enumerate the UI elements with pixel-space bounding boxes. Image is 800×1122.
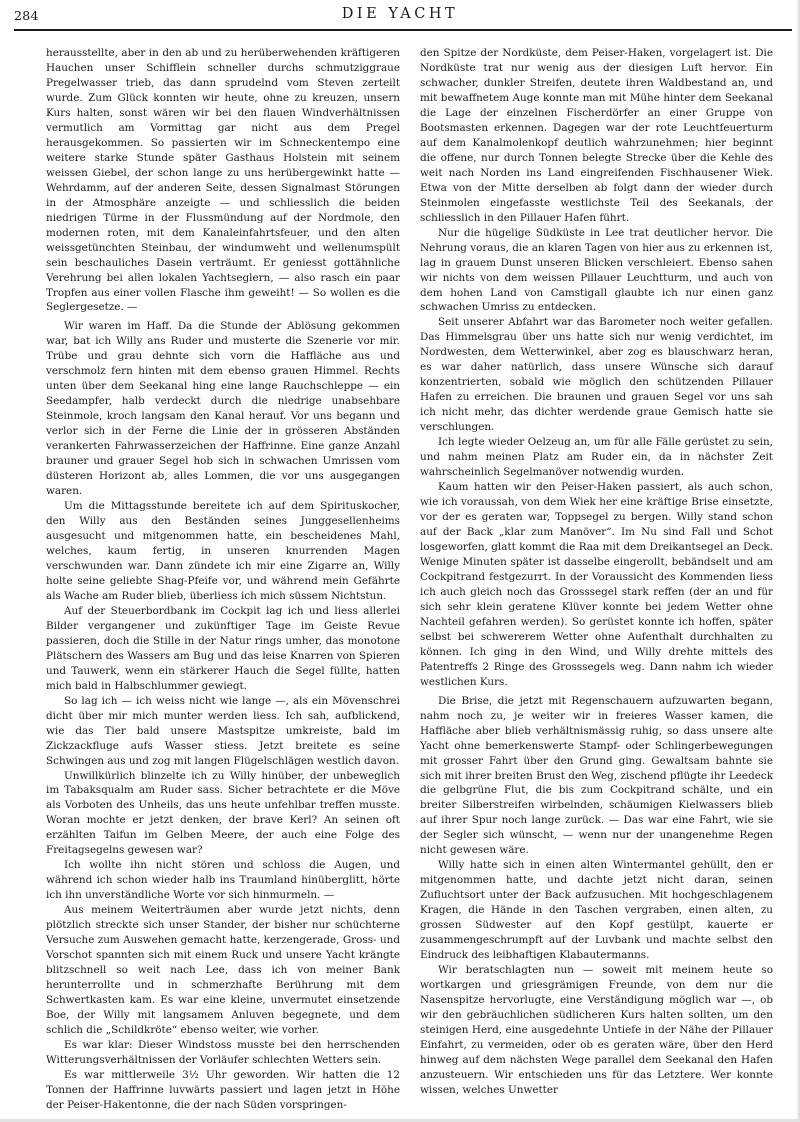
paragraph: Wir beratschlagten nun — soweit mit meinem heute so wortkargen und griesgrämigen Freunde, von dem nur die Nasenspitze hervorlugte, eine Verständigung möglich war —, ob wir den gebräuchlichen südlicheren Kurs halten sollten, um den steinigen Herd, eine ausgedehnte Untiefe in der Nähe der Pillauer Einfahrt, zu vermeiden, oder ob es geraten wäre, über den Herd hinweg auf dem nächsten Wege parallel dem Seekanal den Hafen anzusteuern. Wir entschieden uns für das Letztere. Wer konnte wissen, welches Unwetter [420, 964, 773, 1096]
paragraph: den Spitze der Nordküste, dem Peiser-Haken, vorgelagert ist. Die Nordküste trat nur wenig aus der diesigen Luft hervor. Ein schwacher, dunkler Streifen, deutete ihren Waldbestand an, und mit bewaffnetem Auge konnte man mit Mühe hinter dem Seekanal die Lage der einzelnen Fischerdörfer an einer Gruppe von Bootsmasten erkennen. Dagegen war der rote Leuchtfeuerturm auf dem Kanalmolenkopf deutlich wahrzunehmen; hier beginnt die offene, nur durch Tonnen belegte Strecke über die Kehle des weit nach Norden ins Land eingreifenden Fischhausener Wiek. Etwa von der Mitte derselben ab folgt dann der wieder durch Steinmolen eingefasste westlichste Teil des Seekanals, der schliesslich in den Pillauer Hafen führt. [420, 47, 773, 224]
paragraph: Nur die hügelige Südküste in Lee trat deutlicher hervor. Die Nehrung voraus, die an klaren Tagen von hier aus zu erkennen ist, lag in grauem Dunst unseren Blicken verschleiert. Ebenso sahen wir nichts von dem weissen Pillauer Leuchtturm, und auch von dem hohen Land von Camstigall glaubte ich nur einen ganz schwachen Umriss zu entdecken. [420, 226, 773, 314]
paragraph: Aus meinem Weiterträumen aber wurde jetzt nichts, denn plötzlich streckte sich unser Stander, der bisher nur schüchterne Versuche zum Auswehen gemacht hatte, kerzengerade, Gross- und Vorschot spannten sich mit einem Ruck und unsere Yacht krängte blitzschnell so weit nach Lee, dass ich von meiner Bank herunterrollte und in schmerzhafte Berührung mit dem Schwertkasten kam. Es war eine kleine, unvermutet einsetzende Boe, der Willy mit langsamem Anluven begegnete, und dem schlich die „Schildkröte“ ebenso weiter, wie vorher. [46, 904, 400, 1036]
paragraph: Die Brise, die jetzt mit Regenschauern aufzuwarten begann, nahm noch zu, je weiter wir in freieres Wasser kamen, die Haffläche aber blieb verhältnismässig ruhig, so dass unsere alte Yacht ohne bemerkenswerte Stampf- oder Schlingerbewegungen mit grosser Fahrt über den Grund ging. Gewaltsam bahnte sie sich mit ihrer breiten Brust den Weg, zischend pflügte ihr Leedeck die gelbgrüne Flut, die bis zum Cockpitrand schälte, und ein breiter Silberstreifen wirbelnden, schäumigen Kielwassers blieb auf ihrer Spur noch lange zurück. — Das war eine Fahrt, wie sie der Segler sich wünscht, — wenn nur der unangenehme Regen nicht gewesen wäre. [420, 694, 773, 857]
paragraph: Kaum hatten wir den Peiser-Haken passiert, als auch schon, wie ich voraussah, von dem Wiek her eine kräftige Brise einsetzte, vor der es geraten war, Toppsegel zu bergen. Willy stand schon auf der Back „klar zum Manöver“. Im Nu sind Fall und Schot losgeworfen, glatt kommt die Raa mit dem Dreikantsegel an Deck. Wenige Minuten später ist dasselbe eingerollt, bebändselt und am Cockpitrand festgezurrt. In der Voraussicht des Kommenden liess ich auch gleich noch das Grosssegel stark reffen (der an und für sich sehr klein geratene Klüver konnte bei jedem Wetter ohne Nachteil gefahren werden). So gerüstet konnte ich hoffen, später selbst bei schwererem Wetter ohne Aufenthalt durchhalten zu können. Ich ging in den Wind, und Willy drehte mittels des Patentreffs 2 Ringe des Grosssegels weg. Dann nahm ich wieder westlichen Kurs. [420, 481, 773, 688]
paragraph: Willy hatte sich in einen alten Wintermantel gehüllt, den er mitgenommen hatte, und dachte jetzt nicht daran, seinen Zufluchtsort unter der Back aufzusuchen. Mit hochgeschlagenem Kragen, die Hände in den Taschen vergraben, einen alten, zu grossen Südwester auf den Kopf gestülpt, kauerte er zusammengeschrumpft auf der Luvbank und machte selbst den Eindruck des leibhaftigen Klabautermanns. [420, 859, 773, 962]
journal-title: DIE YACHT [341, 6, 459, 22]
paragraph: Ich wollte ihn nicht stören und schloss die Augen, und während ich schon wieder halb ins Traumland hinüberglitt, hörte ich ihn unverständliche Worte vor sich hinmurmeln. — [46, 859, 400, 902]
paragraph: Unwillkürlich blinzelte ich zu Willy hinüber, der unbeweglich im Tabaksqualm am Ruder sass. Sicher betrachtete er die Möve als Vorboten des Unheils, das uns heute unfehlbar treffen musste. Woran mochte er jetzt denken, der brave Kerl? An seinen oft erzählten Taifun im Gelben Meere, der auch eine Folge des Freitagsegelns gewesen war? [46, 769, 400, 857]
paragraph: Es war mittlerweile 3½ Uhr geworden. Wir hatten die 12 Tonnen der Haffrinne luvwärts passiert und lagen jetzt in Höhe der Peiser-Hakentonne, die der nach Süden vorspringen- [46, 1068, 400, 1111]
paragraph: herausstellte, aber in den ab und zu herüberwehenden kräftigeren Hauchen unser Schifflein schneller durchs schmutziggraue Pregelwasser trieb, das dann sprudelnd vom Steven zerteilt wurde. Zum Glück konnten wir heute, ohne zu kreuzen, unsern Kurs halten, sonst wären wir bei den flauen Windverhältnissen vermutlich am Vormittag gar nicht aus dem Pregel herausgekommen. So passierten wir im Schneckentempo eine weitere starke Stunde später Gasthaus Holstein mit seinem weissen Giebel, der schon lange zu uns herübergewinkt hatte — Wehrdamm, auf der anderen Seite, dessen Signalmast Störungen in der Atmosphäre anzeigte — und schliesslich die beiden niedrigen Türme in der Flussmündung auf der Nordmole, den modernen roten, mit dem Kanaleinfahrtsfeuer, und den alten weissgetünchten Steinbau, der windumweht und wellenumspült sein beschauliches Dasein verträumt. Er geniesst gottähnliche Verehrung bei allen lokalen Yachtseglern, — also rasch ein paar Tropfen aus einer vollen Flasche ihm geweiht! — So wollen es die Seglergesetze. — [46, 47, 400, 314]
left-column [46, 46, 400, 1113]
paragraph: Um die Mittagsstunde bereitete ich auf dem Spirituskocher, den Willy aus den Beständen seines Junggesellenheims ausgesucht und mitgenommen hatte, ein bescheidenes Mahl, welches, kaum fertig, in unseren knurrenden Magen verschwunden war. Dann zündete ich mir eine Zigarre an, Willy holte seine geliebte Shag-Pfeife vor, und während mein Gefährte als Wache am Ruder blieb, überliess ich mich süssem Nichtstun. [46, 500, 400, 602]
paragraph: Es war klar: Dieser Windstoss musste bei den herrschenden Witterungsverhältnissen der Vorläufer schlechten Wetters sein. [46, 1038, 400, 1066]
paragraph: Ich legte wieder Oelzeug an, um für alle Fälle gerüstet zu sein, und nahm meinen Platz am Ruder ein, da in nächster Zeit wahrscheinlich Segelmanöver notwendig wurden. [420, 436, 773, 479]
page-number: 284 [14, 8, 39, 23]
right-column [420, 46, 773, 1098]
paragraph: Auf der Steuerbordbank im Cockpit lag ich und liess allerlei Bilder vergangener und zukünftiger Tage im Geiste Revue passieren, doch die Stille in der Natur rings umher, das monotone Plätschern des Wassers am Bug und das leise Knarren von Spieren und Tauwerk, wenn ein stärkerer Hauch die Segel füllte, hatten mich bald in Halbschlummer gewiegt. [46, 604, 400, 692]
page-edge-shadow [796, 0, 800, 1122]
header-rule [14, 29, 792, 31]
paragraph: Wir waren im Haff. Da die Stunde der Ablösung gekommen war, bat ich Willy ans Ruder und musterte die Szenerie vor mir. Trübe und grau dehnte sich vorn die Haffläche aus und verschmolz fern hinten mit dem ebenso grauen Himmel. Rechts unten über dem Seekanal hing eine lange Rauchschleppe — ein Seedampfer, halb verdeckt durch die niedrige unabsehbare Steinmole, kroch langsam den Kanal herauf. Vor uns begann und verlor sich in der Ferne die Linie der in grösseren Abständen verankerten Fahrwasserzeichen der Haffrinne. Eine ganze Anzahl brauner und grauer Segel hob sich in schwachen Umrissen vom düsteren Horizont ab, alles Lommen, die vor uns ausgegangen waren. [46, 320, 400, 498]
paragraph: So lag ich — ich weiss nicht wie lange —, als ein Mövenschrei dicht über mir mich munter werden liess. Ich sah, aufblickend, wie das Tier bald unsere Mastspitze umkreiste, bald im Zickzackfluge aufs Wasser stiess. Jetzt breitete es seine Schwingen aus und zog mit langen Flügelschlägen westlich davon. [46, 694, 400, 767]
paragraph: Seit unserer Abfahrt war das Barometer noch weiter gefallen. Das Himmelsgrau über uns hatte sich nur wenig verdichtet, im Nordwesten, dem Wetterwinkel, aber zog es blauschwarz heran, es war daher natürlich, dass unsere Wünsche sich darauf konzentrierten, sobald wie möglich den schützenden Pillauer Hafen zu erreichen. Die braunen und grauen Segel vor uns sah ich nicht mehr, das dichter werdende graue Gemisch hatte sie verschlungen. [420, 316, 773, 434]
